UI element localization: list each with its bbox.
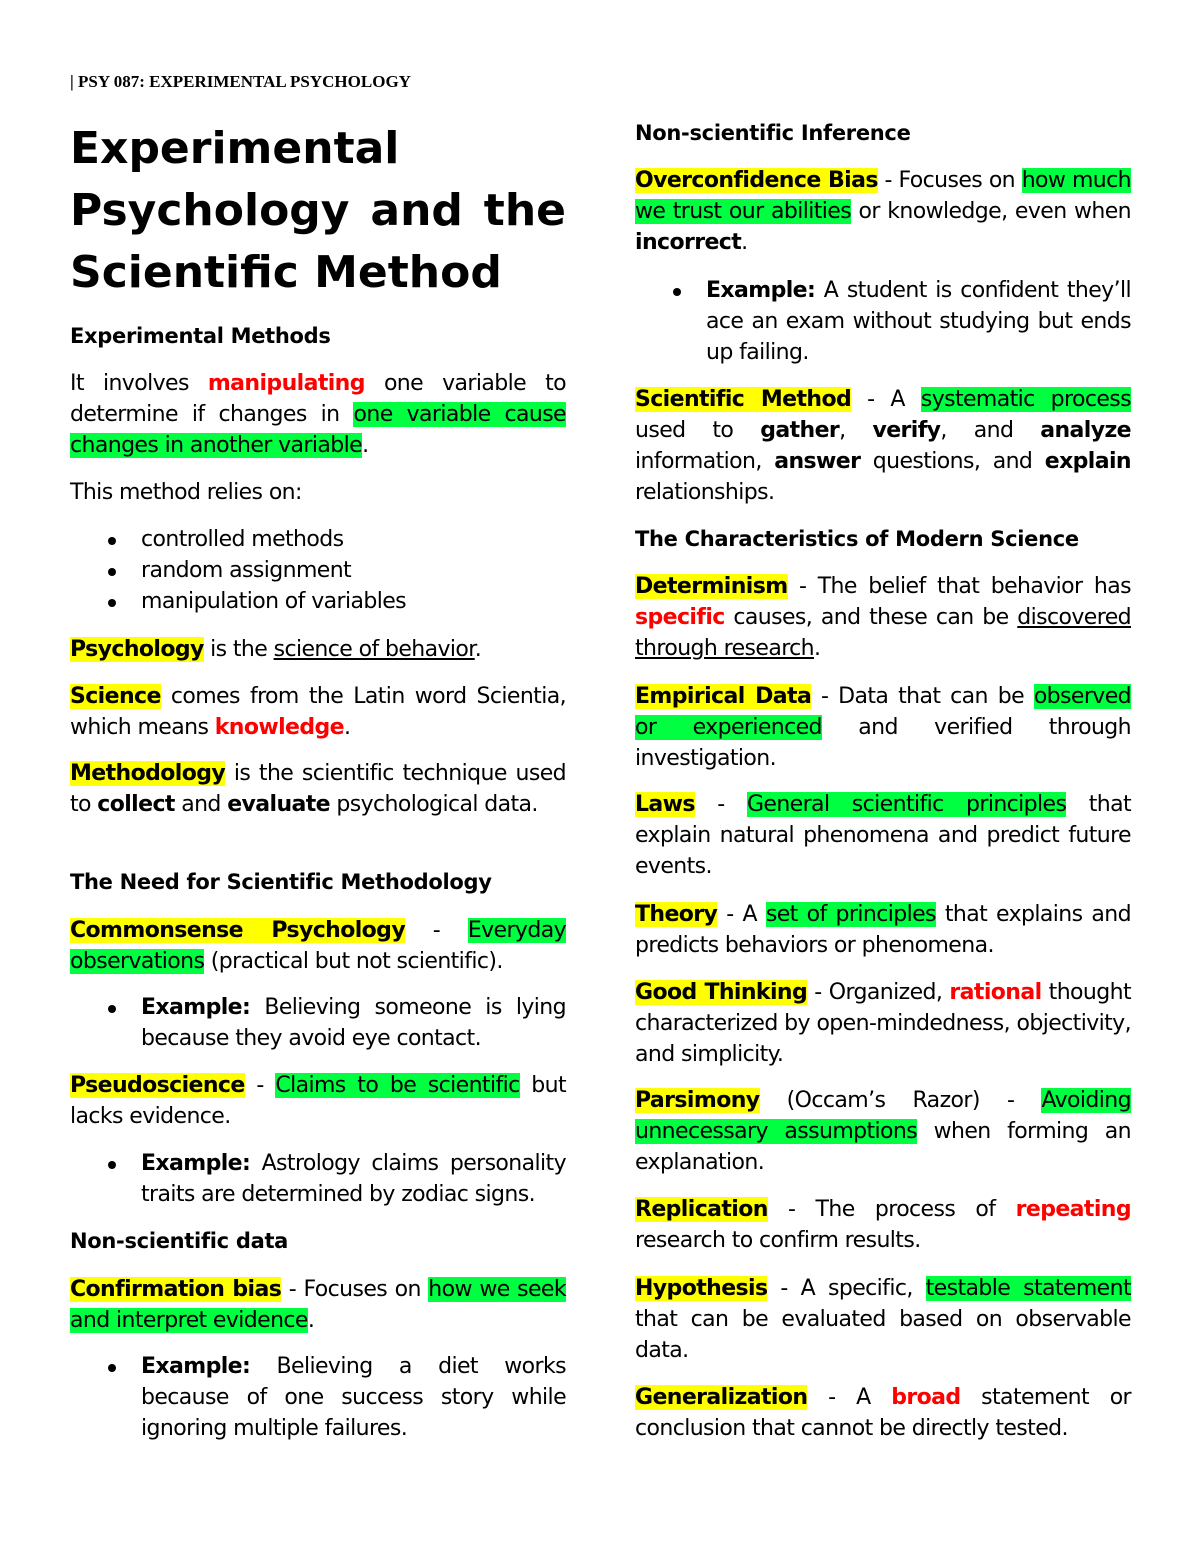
paragraph-determinism: Determinism - The belief that behavior has specific causes, and these can be discovered through research. (635, 574, 1131, 661)
list-item: random assignment (70, 555, 566, 586)
list-item: controlled methods (70, 524, 566, 555)
heading-nonscientific-inference: Non-scientific Inference (635, 121, 911, 145)
relies-list (70, 524, 566, 617)
list-item: Example: Astrology claims personality traits are determined by zodiac signs. (70, 1148, 566, 1210)
heading-need-methodology: The Need for Scientific Methodology (70, 870, 492, 894)
example-overconfidence (635, 275, 1131, 368)
paragraph-replication: Replication - The process of repeating research to confirm results. (635, 1197, 1131, 1253)
list-item: Example: Believing someone is lying because they avoid eye contact. (70, 992, 566, 1054)
paragraph-pseudoscience: Pseudoscience - Claims to be scientific but lacks evidence. (70, 1073, 566, 1129)
paragraph-good-thinking: Good Thinking - Organized, rational thought characterized by open-mindedness, objectivity, and simplicity. (635, 980, 1131, 1067)
paragraph-science: Science comes from the Latin word Scientia, which means knowledge. (70, 684, 566, 740)
list-item: Example: A student is confident they’ll ace an exam without studying but ends up failing. (635, 275, 1131, 368)
paragraph-methodology: Methodology is the scientific technique used to collect and evaluate psychological data. (70, 761, 566, 817)
paragraph-generalization: Generalization - A broad statement or conclusion that cannot be directly tested. (635, 1385, 1131, 1441)
page-title (70, 118, 566, 304)
paragraph-commonsense: Commonsense Psychology - Everyday observations (practical but not scientific). (70, 918, 566, 974)
paragraph-scientific-method: Scientific Method - A systematic process used to gather, verify, and analyze information, answer questions, and explain relationships. (635, 387, 1131, 505)
paragraph-overconfidence: Overconfidence Bias - Focuses on how much we trust our abilities or knowledge, even when incorrect. (635, 168, 1131, 255)
paragraph-psychology: Psychology is the science of behavior. (70, 637, 482, 662)
title-line-2: Psychology and the (70, 185, 566, 236)
heading-nonscientific-data: Non-scientific data (70, 1229, 289, 1253)
paragraph-involves: It involves manipulating one variable to determine if changes in one variable cause changes in another variable. (70, 371, 566, 458)
paragraph-parsimony: Parsimony (Occam’s Razor) - Avoiding unnecessary assumptions when forming an explanation. (635, 1088, 1131, 1175)
paragraph-theory: Theory - A set of principles that explains and predicts behaviors or phenomena. (635, 902, 1131, 958)
paragraph-relies-on: This method relies on: (70, 480, 302, 505)
document-header: | PSY 087: EXPERIMENTAL PSYCHOLOGY (70, 72, 411, 91)
example-pseudoscience (70, 1148, 566, 1210)
paragraph-confirmation-bias: Confirmation bias - Focuses on how we seek and interpret evidence. (70, 1277, 566, 1333)
paragraph-empirical-data: Empirical Data - Data that can be observed or experienced and verified through investigation. (635, 684, 1132, 771)
heading-characteristics: The Characteristics of Modern Science (635, 527, 1079, 551)
example-confirmation-bias (70, 1351, 566, 1444)
list-item: Example: Believing a diet works because of one success story while ignoring multiple failures. (70, 1351, 566, 1444)
paragraph-hypothesis: Hypothesis - A specific, testable statement that can be evaluated based on observable data. (635, 1276, 1131, 1363)
paragraph-laws: Laws - General scientific principles that explain natural phenomena and predict future events. (635, 792, 1131, 879)
title-line-1: Experimental (70, 123, 400, 174)
heading-experimental-methods: Experimental Methods (70, 324, 331, 348)
title-line-3: Scientific Method (70, 247, 502, 298)
example-commonsense (70, 992, 566, 1054)
list-item: manipulation of variables (70, 586, 566, 617)
